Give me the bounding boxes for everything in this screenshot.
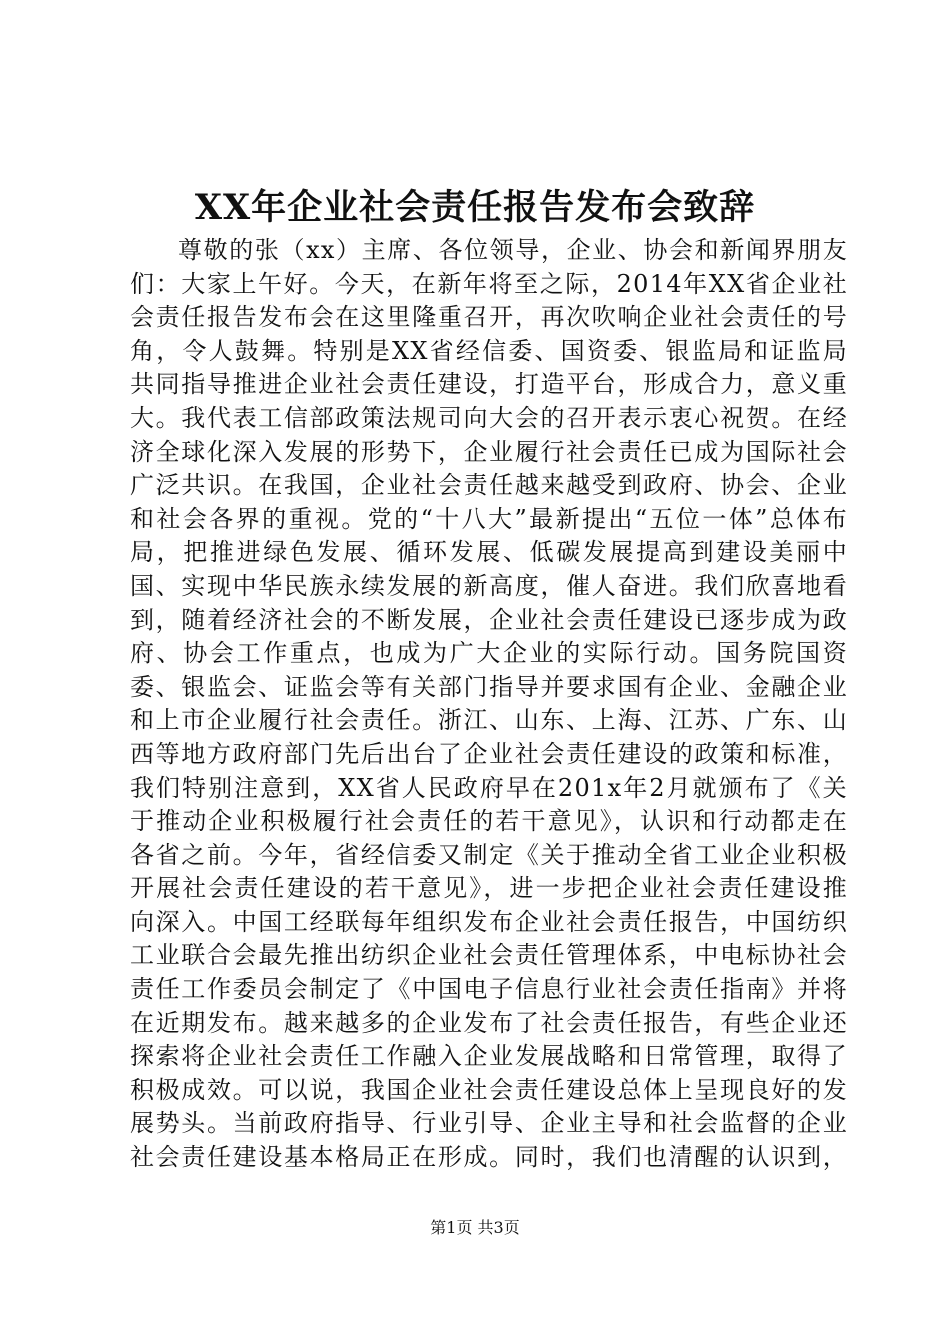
page-number-footer: 第1页 共3页 [430, 1218, 520, 1237]
document-body-paragraph: 尊敬的张（xx）主席、各位领导，企业、协会和新闻界朋友们：大家上午好。今天，在新年将至之际，2014年XX省企业社会责任报告发布会在这里隆重召开，再次吹响企业社会责任的号角，令人鼓舞。特别是XX省经信委、国资委、银监局和证监局共同指导推进企业社会责任建设，打造平台，形成合力，意义重大。我代表工信部政策法规司向大会的召开表示衷心祝贺。在经济全球化深入发展的形势下，企业履行社会责任已成为国际社会广泛共识。在我国，企业社会责任越来越受到政府、协会、企业和社会各界的重视。党的“十八大”最新提出“五位一体”总体布局，把推进绿色发展、循环发展、低碳发展提高到建设美丽中国、实现中华民族永续发展的新高度，催人奋进。我们欣喜地看到，随着经济社会的不断发展，企业社会责任建设已逐步成为政府、协会工作重点，也成为广大企业的实际行动。国务院国资委、银监会、证监会等有关部门指导并要求国有企业、金融企业和上市企业履行社会责任。浙江、山东、上海、江苏、广东、山西等地方政府部门先后出台了企业社会责任建设的政策和标准，我们特别注意到，XX省人民政府早在201x年2月就颁布了《关于推动企业积极履行社会责任的若干意见》，认识和行动都走在各省之前。今年，省经信委又制定《关于推动全省工业企业积极开展社会责任建设的若干意见》，进一步把企业社会责任建设推向深入。中国工经联每年组织发布企业社会责任报告，中国纺织工业联合会最先推出纺织企业社会责任管理体系，中电标协社会责任工作委员会制定了《中国电子信息行业社会责任指南》并将在近期发布。越来越多的企业发布了社会责任报告，有些企业还探索将企业社会责任工作融入企业发展战略和日常管理，取得了积极成效。可以说，我国企业社会责任建设总体上呈现良好的发展势头。当前政府指导、行业引导、企业主导和社会监督的企业社会责任建设基本格局正在形成。同时，我们也清醒的认识到， [130, 236, 848, 1172]
document-title: XX年企业社会责任报告发布会致辞 [194, 187, 756, 228]
